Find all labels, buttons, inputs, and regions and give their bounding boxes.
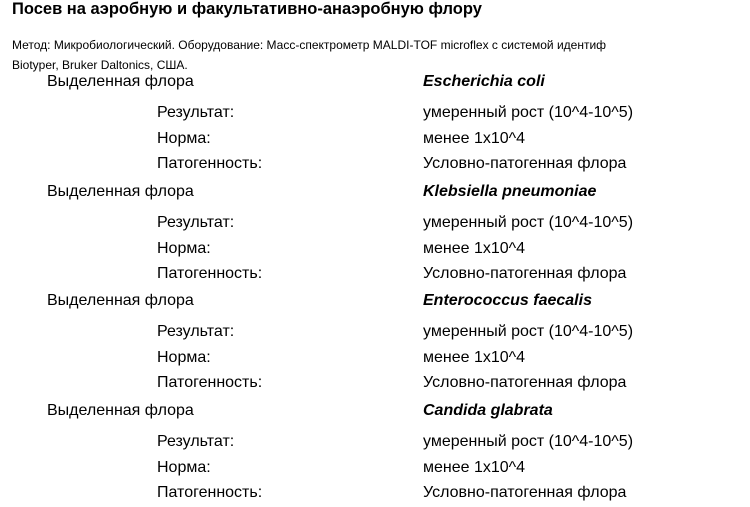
result-value: умеренный рост (10^4-10^5): [423, 323, 634, 340]
pathogenicity-label: Патогенность:: [157, 374, 263, 391]
norm-label: Норма:: [157, 349, 211, 366]
report-title: Посев на аэробную и факультативно-анаэробную флору: [12, 0, 482, 18]
pathogenicity-value: Условно-патогенная флора: [423, 374, 627, 391]
flora-label: Выделенная флора: [47, 402, 194, 419]
norm-label: Норма:: [157, 459, 211, 476]
pathogenicity-value: Условно-патогенная флора: [423, 155, 627, 172]
method-line-1: Метод: Микробиологический. Оборудование: Масс-спектрометр MALDI-TOF microflex с системой идентиф: [12, 38, 607, 52]
pathogenicity-label: Патогенность:: [157, 265, 263, 282]
norm-label: Норма:: [157, 240, 211, 257]
result-value: умеренный рост (10^4-10^5): [423, 433, 634, 450]
pathogenicity-label: Патогенность:: [157, 484, 263, 501]
norm-value: менее 1x10^4: [423, 349, 526, 366]
result-value: умеренный рост (10^4-10^5): [423, 104, 634, 121]
norm-value: менее 1x10^4: [423, 459, 526, 476]
result-label: Результат:: [157, 104, 235, 121]
method-description: [12, 35, 750, 75]
organism-name: Escherichia coli: [423, 73, 545, 90]
flora-label: Выделенная флора: [47, 73, 194, 90]
pathogenicity-value: Условно-патогенная флора: [423, 484, 627, 501]
pathogenicity-label: Патогенность:: [157, 155, 263, 172]
method-line-2: Biotyper, Bruker Daltonics, США.: [12, 58, 188, 72]
organism-name: Candida glabrata: [423, 402, 553, 419]
norm-value: менее 1x10^4: [423, 130, 526, 147]
flora-label: Выделенная флора: [47, 292, 194, 309]
flora-label: Выделенная флора: [47, 183, 194, 200]
result-label: Результат:: [157, 323, 235, 340]
result-label: Результат:: [157, 214, 235, 231]
organism-name: Enterococcus faecalis: [423, 292, 592, 309]
norm-label: Норма:: [157, 130, 211, 147]
result-label: Результат:: [157, 433, 235, 450]
result-value: умеренный рост (10^4-10^5): [423, 214, 634, 231]
organism-name: Klebsiella pneumoniae: [423, 183, 597, 200]
norm-value: менее 1x10^4: [423, 240, 526, 257]
pathogenicity-value: Условно-патогенная флора: [423, 265, 627, 282]
